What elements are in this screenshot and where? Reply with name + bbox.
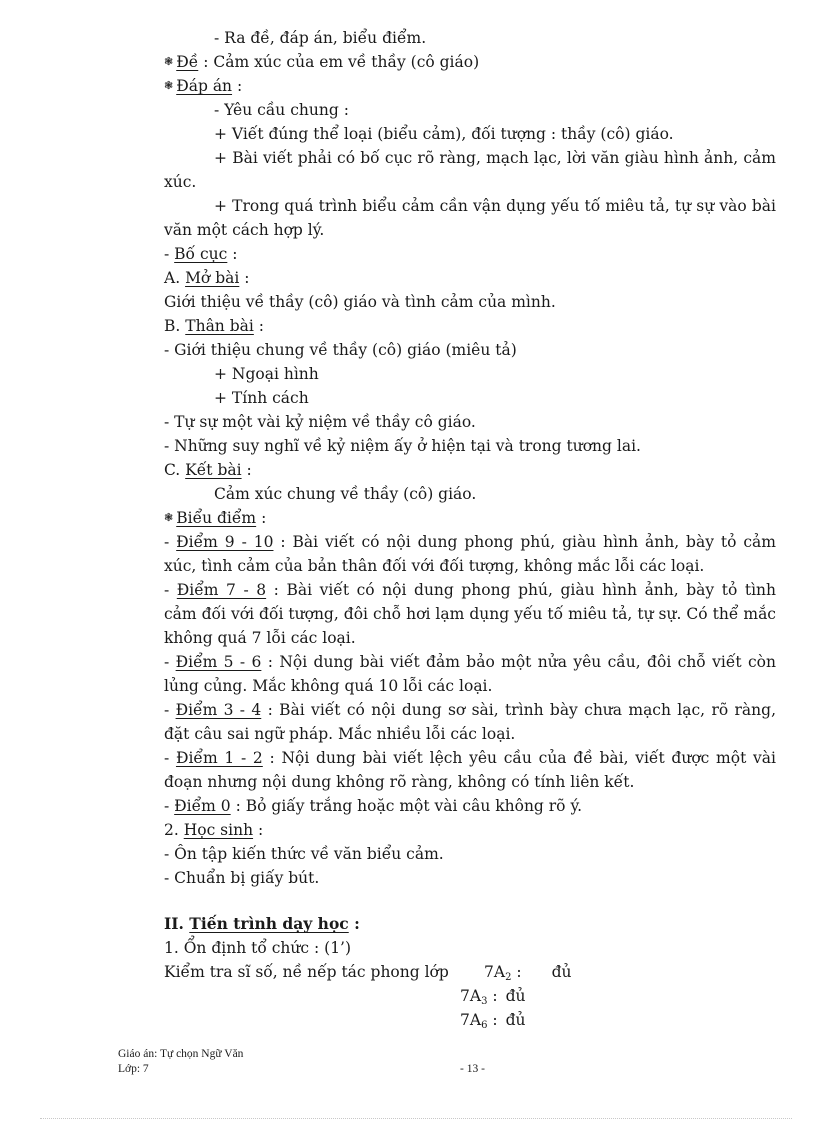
flower-bullet-icon: ❃	[164, 79, 174, 92]
suffix: :	[253, 317, 264, 335]
label-tien-trinh: Tiến trình dạy học	[189, 914, 349, 933]
class-sub: 6	[481, 1020, 488, 1031]
label-than-bai: Thân bài	[185, 317, 254, 335]
prefix: C.	[164, 461, 186, 479]
class-sep: :	[511, 963, 522, 981]
heading-mo-bai	[164, 268, 249, 288]
text-line: + Bài viết phải có bố cục rõ ràng, mạch lạc, lời văn giàu hình ảnh, cảm	[214, 149, 776, 167]
text-line: - Những suy nghĩ về kỷ niệm ấy ở hiện tại và trong tương lai.	[164, 437, 641, 455]
score-text: : Bài viết có nội dung phong phú, giàu hình ảnh, bày tỏ tình	[266, 581, 776, 599]
text-de: : Cảm xúc của em về thầy (cô giáo)	[198, 53, 480, 71]
class-sep: :	[487, 1011, 498, 1029]
class-sub: 2	[505, 972, 512, 983]
class-name: 7A	[484, 963, 506, 981]
text-line: xúc.	[164, 173, 197, 191]
text-line: Kiểm tra sĩ số, nề nếp tác phong lớp	[164, 963, 449, 981]
page-number: - 13 -	[460, 1063, 485, 1075]
class-status: đủ	[551, 963, 572, 981]
label-score-9-10: Điểm 9 - 10	[176, 533, 274, 551]
prefix: B.	[164, 317, 186, 335]
class-row	[460, 986, 526, 1012]
section-heading	[164, 914, 360, 934]
text-line: - Chuẩn bị giấy bút.	[164, 869, 320, 887]
heading-de	[164, 52, 479, 72]
label-ket-bai: Kết bài	[185, 461, 242, 479]
text-line: + Tính cách	[214, 389, 309, 407]
page-edge-divider	[40, 1118, 792, 1119]
label-score-5-6: Điểm 5 - 6	[175, 653, 262, 671]
text-line: + Ngoại hình	[214, 365, 319, 383]
score-text: : Bài viết có nội dung phong phú, giàu hình ảnh, bày tỏ cảm	[273, 533, 776, 551]
text-line: - Giới thiệu chung về thầy (cô) giáo (miêu tả)	[164, 341, 517, 359]
class-status: đủ	[505, 1011, 526, 1029]
label-mo-bai: Mở bài	[185, 269, 240, 287]
heading-bieu-diem	[164, 508, 266, 528]
label-bieu-diem: Biểu điểm	[176, 509, 257, 527]
suffix: :	[227, 245, 238, 263]
flower-bullet-icon: ❃	[164, 55, 174, 68]
prefix: -	[164, 749, 176, 767]
label-score-3-4: Điểm 3 - 4	[175, 701, 262, 719]
score-text: : Bài viết có nội dung sơ sài, trình bày chưa mạch lạc, rõ ràng,	[261, 701, 776, 719]
prefix: 2.	[164, 821, 184, 839]
text-line: - Tự sự một vài kỷ niệm về thầy cô giáo.	[164, 413, 476, 431]
class-status: đủ	[505, 987, 526, 1005]
score-line	[164, 652, 776, 672]
suffix: :	[253, 821, 264, 839]
text-line: xúc, tình cảm của bản thân đối với đối tượng, không mắc lỗi các loại.	[164, 557, 705, 575]
text-line: 1. Ổn định tổ chức : (1’)	[164, 939, 352, 957]
heading-hoc-sinh	[164, 820, 263, 840]
label-score-0: Điểm 0	[174, 797, 231, 815]
label-score-1-2: Điểm 1 - 2	[175, 749, 263, 767]
text-line: + Trong quá trình biểu cảm cần vận dụng yếu tố miêu tả, tự sự vào bài	[214, 197, 776, 215]
prefix: -	[164, 797, 175, 815]
text-line: không quá 7 lỗi các loại.	[164, 629, 356, 647]
flower-bullet-icon: ❃	[164, 511, 174, 524]
score-line	[164, 532, 776, 552]
text-line: đặt câu sai ngữ pháp. Mắc nhiều lỗi các loại.	[164, 725, 516, 743]
prefix: -	[164, 533, 177, 551]
score-line	[164, 580, 776, 600]
label-hoc-sinh: Học sinh	[183, 821, 254, 839]
score-text: : Nội dung bài viết lệch yêu cầu của đề bài, viết được một vài	[262, 749, 776, 767]
heading-than-bai	[164, 316, 264, 336]
class-row	[460, 1010, 526, 1036]
prefix: -	[164, 653, 176, 671]
heading-dap-an	[164, 76, 242, 96]
score-text: : Bỏ giấy trắng hoặc một vài câu không rõ ý.	[230, 797, 583, 815]
text-line: - Ra đề, đáp án, biểu điểm.	[214, 29, 427, 47]
heading-ket-bai	[164, 460, 252, 480]
score-line	[164, 796, 582, 816]
text-line: đoạn nhưng nội dung không rõ ràng, không có tính liên kết.	[164, 773, 635, 791]
heading-bo-cuc	[164, 244, 237, 264]
text-line: + Viết đúng thể loại (biểu cảm), đối tượng : thầy (cô) giáo.	[214, 125, 674, 143]
label-score-7-8: Điểm 7 - 8	[176, 581, 267, 599]
text-line: văn một cách hợp lý.	[164, 221, 325, 239]
prefix: II.	[164, 914, 190, 933]
text-line: Giới thiệu về thầy (cô) giáo và tình cảm của mình.	[164, 293, 556, 311]
suffix: :	[348, 914, 360, 933]
footer-grade: Lớp: 7	[118, 1063, 149, 1075]
text-line: Cảm xúc chung về thầy (cô) giáo.	[214, 485, 477, 503]
class-sep: :	[487, 987, 498, 1005]
prefix: -	[164, 581, 177, 599]
prefix: -	[164, 701, 176, 719]
score-line	[164, 748, 776, 768]
suffix: :	[256, 509, 267, 527]
text-line: cảm đối với đối tượng, đôi chỗ hơi lạm dụng yếu tố miêu tả, tự sự. Có thể mắc	[164, 605, 776, 623]
class-name: 7A	[460, 987, 482, 1005]
text-line: lủng củng. Mắc không quá 10 lỗi các loại.	[164, 677, 493, 695]
suffix: :	[241, 461, 252, 479]
class-row	[484, 962, 572, 988]
class-name: 7A	[460, 1011, 482, 1029]
class-sub: 3	[481, 996, 488, 1007]
text-line: - Yêu cầu chung :	[214, 101, 349, 119]
score-line	[164, 700, 776, 720]
prefix: A.	[164, 269, 186, 287]
text-line: - Ôn tập kiến thức về văn biểu cảm.	[164, 845, 444, 863]
score-text: : Nội dung bài viết đảm bảo một nửa yêu cầu, đôi chỗ viết còn	[261, 653, 776, 671]
footer-title: Giáo án: Tự chọn Ngữ Văn	[118, 1048, 244, 1060]
label-bo-cuc: Bố cục	[174, 245, 228, 263]
label-dap-an: Đáp án	[176, 77, 233, 95]
prefix: -	[164, 245, 175, 263]
suffix: :	[239, 269, 250, 287]
label-de: Đề	[176, 53, 199, 71]
text-dap-an: :	[232, 77, 243, 95]
